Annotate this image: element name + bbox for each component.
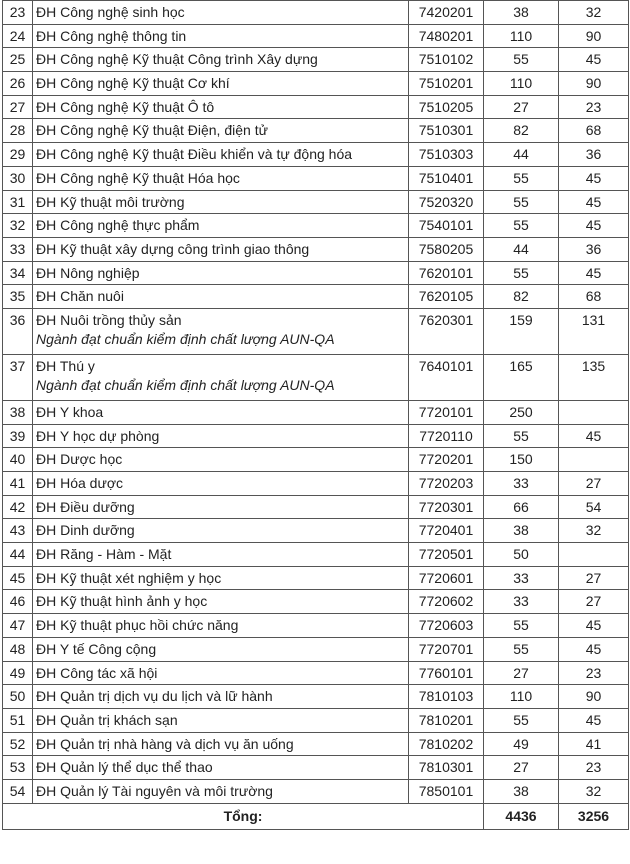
program-name: ĐH Công nghệ Kỹ thuật Điều khiển và tự động hóa (36, 146, 353, 163)
program-name-cell (33, 779, 409, 803)
row-number: 49 (3, 661, 33, 685)
program-code: 7720501 (409, 543, 484, 567)
program-name-cell (33, 732, 409, 756)
program-name-cell (33, 24, 409, 48)
table-row (3, 190, 629, 214)
program-name-cell (33, 685, 409, 709)
quota-2: 23 (559, 95, 629, 119)
table-row (3, 24, 629, 48)
quota: 27 (484, 756, 559, 780)
quota: 33 (484, 590, 559, 614)
quota-2: 131 (559, 308, 629, 354)
program-code: 7420201 (409, 1, 484, 25)
program-name: ĐH Dinh dưỡng (36, 522, 135, 539)
table-row (3, 519, 629, 543)
table-row (3, 708, 629, 732)
row-number: 50 (3, 685, 33, 709)
program-code: 7720101 (409, 400, 484, 424)
program-name: ĐH Quản lý thể dục thể thao (36, 759, 213, 776)
table-row (3, 143, 629, 167)
table-row (3, 732, 629, 756)
quota-2: 45 (559, 48, 629, 72)
row-number: 28 (3, 119, 33, 143)
program-code: 7720603 (409, 614, 484, 638)
table-row (3, 448, 629, 472)
program-name: ĐH Kỹ thuật xét nghiệm y học (36, 569, 222, 586)
row-number: 39 (3, 424, 33, 448)
program-name-cell (33, 1, 409, 25)
quota-2: 68 (559, 119, 629, 143)
quota: 55 (484, 708, 559, 732)
program-name: ĐH Kỹ thuật xây dựng công trình giao thông (36, 240, 310, 257)
quota-2: 32 (559, 1, 629, 25)
table-row (3, 119, 629, 143)
row-number: 37 (3, 354, 33, 400)
program-code: 7620101 (409, 261, 484, 285)
quota: 27 (484, 95, 559, 119)
program-name: ĐH Răng - Hàm - Mặt (36, 546, 172, 563)
program-code: 7760101 (409, 661, 484, 685)
table-row (3, 685, 629, 709)
program-code: 7520320 (409, 190, 484, 214)
total-quota-2: 3256 (559, 803, 629, 829)
quota-2: 135 (559, 354, 629, 400)
program-code: 7510303 (409, 143, 484, 167)
program-code: 7720201 (409, 448, 484, 472)
quota: 110 (484, 24, 559, 48)
program-name-cell (33, 543, 409, 567)
quota: 165 (484, 354, 559, 400)
quota-2: 90 (559, 24, 629, 48)
program-name-cell (33, 95, 409, 119)
program-name-cell (33, 614, 409, 638)
row-number: 54 (3, 779, 33, 803)
quota-2 (559, 400, 629, 424)
program-name: ĐH Quản trị nhà hàng và dịch vụ ăn uống (36, 735, 294, 752)
row-number: 44 (3, 543, 33, 567)
table-row (3, 48, 629, 72)
program-code: 7620301 (409, 308, 484, 354)
table-row (3, 779, 629, 803)
table-row (3, 543, 629, 567)
table-row (3, 95, 629, 119)
program-code: 7720301 (409, 495, 484, 519)
row-number: 48 (3, 637, 33, 661)
program-code: 7510201 (409, 72, 484, 96)
quota-2: 90 (559, 72, 629, 96)
quota-2: 32 (559, 519, 629, 543)
row-number: 41 (3, 472, 33, 496)
quota-2: 45 (559, 190, 629, 214)
quota-2: 68 (559, 285, 629, 309)
quota-2: 32 (559, 779, 629, 803)
quota: 55 (484, 424, 559, 448)
program-name-cell (33, 756, 409, 780)
program-name: ĐH Công nghệ Kỹ thuật Cơ khí (36, 75, 230, 92)
program-name-cell (33, 143, 409, 167)
quota: 33 (484, 566, 559, 590)
row-number: 25 (3, 48, 33, 72)
row-number: 47 (3, 614, 33, 638)
admissions-table (2, 0, 629, 830)
quota-2 (559, 543, 629, 567)
quota-2: 45 (559, 424, 629, 448)
quota: 44 (484, 237, 559, 261)
program-code: 7720203 (409, 472, 484, 496)
quota-2: 54 (559, 495, 629, 519)
quota: 55 (484, 190, 559, 214)
program-name-cell (33, 590, 409, 614)
quota: 55 (484, 261, 559, 285)
program-name-cell (33, 119, 409, 143)
program-code: 7510102 (409, 48, 484, 72)
row-number: 35 (3, 285, 33, 309)
quota-2: 45 (559, 637, 629, 661)
row-number: 27 (3, 95, 33, 119)
program-code: 7720401 (409, 519, 484, 543)
quota: 44 (484, 143, 559, 167)
program-name: ĐH Công nghệ Kỹ thuật Ô tô (36, 98, 215, 115)
program-name-cell (33, 637, 409, 661)
table-row (3, 590, 629, 614)
program-code: 7720601 (409, 566, 484, 590)
table-row (3, 354, 629, 400)
quota-2: 27 (559, 590, 629, 614)
row-number: 24 (3, 24, 33, 48)
program-code: 7850101 (409, 779, 484, 803)
row-number: 36 (3, 308, 33, 354)
program-name: ĐH Điều dưỡng (36, 498, 135, 515)
program-name-cell (33, 424, 409, 448)
quota: 110 (484, 685, 559, 709)
quota: 55 (484, 48, 559, 72)
program-name: ĐH Công nghệ sinh học (36, 4, 185, 20)
quota: 33 (484, 472, 559, 496)
table-body (3, 1, 629, 804)
table-row (3, 400, 629, 424)
table-row (3, 614, 629, 638)
program-name: ĐH Công nghệ thực phẩm (36, 217, 200, 234)
quota: 159 (484, 308, 559, 354)
program-name: ĐH Công nghệ Kỹ thuật Công trình Xây dựng (36, 51, 318, 68)
program-name-cell (33, 400, 409, 424)
quota: 38 (484, 1, 559, 25)
program-code: 7510401 (409, 166, 484, 190)
program-code: 7620105 (409, 285, 484, 309)
quota-2: 27 (559, 472, 629, 496)
quota: 55 (484, 166, 559, 190)
program-name-cell (33, 495, 409, 519)
quota: 27 (484, 661, 559, 685)
program-code: 7480201 (409, 24, 484, 48)
program-name-cell (33, 472, 409, 496)
row-number: 31 (3, 190, 33, 214)
program-name-cell (33, 661, 409, 685)
program-code: 7510205 (409, 95, 484, 119)
row-number: 46 (3, 590, 33, 614)
accreditation-note: Ngành đạt chuẩn kiểm định chất lượng AUN-QA (36, 376, 335, 393)
program-name: ĐH Kỹ thuật hình ảnh y học (36, 593, 208, 610)
program-code: 7540101 (409, 214, 484, 238)
quota: 55 (484, 637, 559, 661)
program-name: ĐH Công nghệ Kỹ thuật Hóa học (36, 169, 240, 186)
program-name-cell (33, 237, 409, 261)
quota-2: 23 (559, 661, 629, 685)
quota-2: 27 (559, 566, 629, 590)
quota-2: 45 (559, 166, 629, 190)
quota: 38 (484, 779, 559, 803)
program-name: ĐH Nông nghiệp (36, 264, 140, 281)
table-row (3, 214, 629, 238)
quota-2: 45 (559, 614, 629, 638)
table-row (3, 308, 629, 354)
program-name-cell (33, 566, 409, 590)
program-code: 7640101 (409, 354, 484, 400)
program-name: ĐH Kỹ thuật môi trường (36, 193, 185, 210)
program-name-cell (33, 48, 409, 72)
quota: 82 (484, 119, 559, 143)
program-name-cell (33, 354, 409, 400)
quota: 66 (484, 495, 559, 519)
row-number: 43 (3, 519, 33, 543)
quota-2: 45 (559, 261, 629, 285)
quota: 250 (484, 400, 559, 424)
program-name-cell (33, 285, 409, 309)
table-row (3, 637, 629, 661)
program-name: ĐH Y khoa (36, 403, 104, 420)
row-number: 23 (3, 1, 33, 25)
quota: 150 (484, 448, 559, 472)
program-code: 7510301 (409, 119, 484, 143)
quota-2: 90 (559, 685, 629, 709)
table-row (3, 424, 629, 448)
program-name: ĐH Chăn nuôi (36, 288, 124, 305)
program-code: 7810301 (409, 756, 484, 780)
program-name: ĐH Công nghệ thông tin (36, 27, 187, 44)
program-name: ĐH Kỹ thuật phục hồi chức năng (36, 617, 239, 634)
program-name-cell (33, 261, 409, 285)
row-number: 42 (3, 495, 33, 519)
program-code: 7810103 (409, 685, 484, 709)
row-number: 32 (3, 214, 33, 238)
quota-2: 23 (559, 756, 629, 780)
row-number: 40 (3, 448, 33, 472)
program-name-cell (33, 190, 409, 214)
row-number: 34 (3, 261, 33, 285)
quota: 55 (484, 614, 559, 638)
table-row (3, 261, 629, 285)
quota: 50 (484, 543, 559, 567)
table-row (3, 237, 629, 261)
accreditation-note: Ngành đạt chuẩn kiểm định chất lượng AUN-QA (36, 330, 335, 347)
row-number: 26 (3, 72, 33, 96)
table-row (3, 72, 629, 96)
program-code: 7720602 (409, 590, 484, 614)
quota-2: 41 (559, 732, 629, 756)
row-number: 53 (3, 756, 33, 780)
program-name: ĐH Nuôi trồng thủy sản (36, 311, 182, 328)
row-number: 45 (3, 566, 33, 590)
quota-2: 45 (559, 214, 629, 238)
program-name: ĐH Hóa dược (36, 475, 124, 491)
table-row (3, 661, 629, 685)
program-name-cell (33, 708, 409, 732)
row-number: 29 (3, 143, 33, 167)
program-name-cell (33, 448, 409, 472)
row-number: 51 (3, 708, 33, 732)
program-name-cell (33, 72, 409, 96)
quota-2 (559, 448, 629, 472)
program-name: ĐH Công nghệ Kỹ thuật Điện, điện tử (36, 122, 268, 139)
table-row (3, 285, 629, 309)
program-name: ĐH Quản lý Tài nguyên và môi trường (36, 782, 273, 799)
program-name-cell (33, 166, 409, 190)
program-code: 7720110 (409, 424, 484, 448)
table-row (3, 495, 629, 519)
program-name-cell (33, 308, 409, 354)
quota-2: 45 (559, 708, 629, 732)
program-name-cell (33, 214, 409, 238)
program-name-cell (33, 519, 409, 543)
program-code: 7810202 (409, 732, 484, 756)
program-code: 7580205 (409, 237, 484, 261)
program-name: ĐH Công tác xã hội (36, 664, 158, 681)
program-name: ĐH Thú y (36, 357, 95, 374)
table-row (3, 472, 629, 496)
quota-2: 36 (559, 143, 629, 167)
total-label: Tổng: (3, 803, 484, 829)
total-quota: 4436 (484, 803, 559, 829)
quota: 38 (484, 519, 559, 543)
program-name: ĐH Quản trị dịch vụ du lịch và lữ hành (36, 688, 273, 705)
quota-2: 36 (559, 237, 629, 261)
quota: 49 (484, 732, 559, 756)
program-name: ĐH Y học dự phòng (36, 427, 160, 444)
program-name: ĐH Y tế Công cộng (36, 640, 157, 657)
program-code: 7810201 (409, 708, 484, 732)
table-row (3, 756, 629, 780)
program-name: ĐH Dược học (36, 451, 123, 468)
table-row (3, 1, 629, 25)
program-code: 7720701 (409, 637, 484, 661)
total-row (3, 803, 629, 829)
row-number: 38 (3, 400, 33, 424)
row-number: 52 (3, 732, 33, 756)
quota: 82 (484, 285, 559, 309)
quota: 110 (484, 72, 559, 96)
quota: 55 (484, 214, 559, 238)
row-number: 33 (3, 237, 33, 261)
admissions-table-container (2, 0, 629, 830)
row-number: 30 (3, 166, 33, 190)
program-name: ĐH Quản trị khách sạn (36, 711, 178, 728)
table-row (3, 166, 629, 190)
table-row (3, 566, 629, 590)
